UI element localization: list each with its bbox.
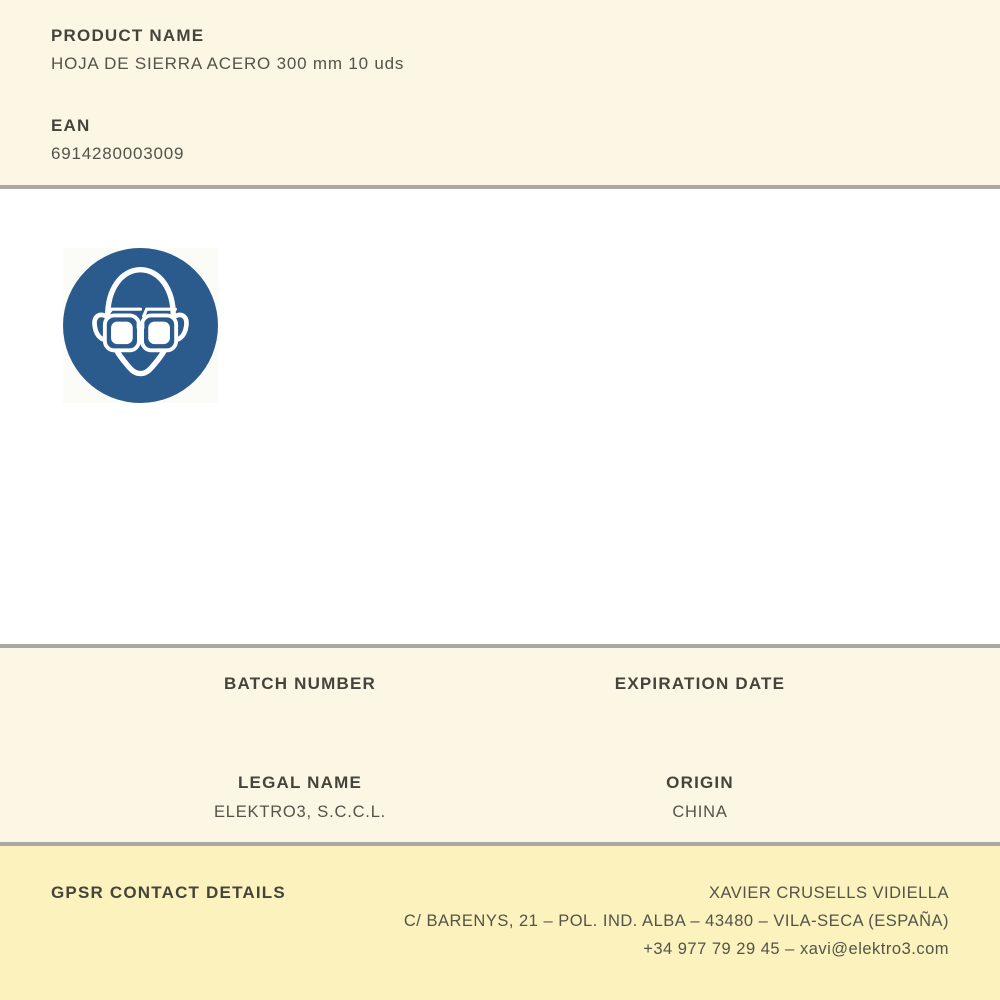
expiration-date-label: EXPIRATION DATE [614, 674, 786, 693]
details-row [100, 773, 900, 822]
product-name-label: PRODUCT NAME [51, 26, 205, 45]
gpsr-contact-label: GPSR CONTACT DETAILS [51, 883, 286, 902]
legal-name-field [100, 773, 500, 822]
pictogram-section [0, 189, 1000, 644]
ean-field [51, 116, 950, 164]
expiration-date-field [500, 674, 900, 703]
legal-name-value: ELEKTRO3, S.C.C.L. [213, 803, 387, 821]
ean-value: 6914280003009 [51, 144, 185, 163]
contact-address: C/ BARENYS, 21 – POL. IND. ALBA – 43480 – VILA-SECA (ESPAÑA) [403, 912, 949, 930]
origin-label: ORIGIN [666, 773, 734, 792]
ean-label: EAN [51, 116, 91, 135]
product-name-value: HOJA DE SIERRA ACERO 300 mm 10 uds [51, 54, 405, 73]
product-name-field [51, 26, 950, 74]
batch-number-label: BATCH NUMBER [224, 674, 376, 693]
safety-pictogram-box [63, 248, 218, 403]
gpsr-contact-block [404, 846, 949, 963]
contact-name: XAVIER CRUSELLS VIDIELLA [708, 884, 949, 902]
product-info-section [0, 0, 1000, 185]
origin-field [500, 773, 900, 822]
details-row [100, 674, 900, 703]
origin-value: CHINA [672, 803, 728, 821]
legal-name-label: LEGAL NAME [237, 773, 363, 792]
wear-eye-protection-icon [63, 248, 218, 403]
batch-number-field [100, 674, 500, 703]
details-section [0, 648, 1000, 842]
gpsr-section [0, 846, 1000, 1000]
details-grid [100, 674, 900, 822]
contact-phone-email: +34 977 79 29 45 – xavi@elektro3.com [643, 940, 949, 958]
